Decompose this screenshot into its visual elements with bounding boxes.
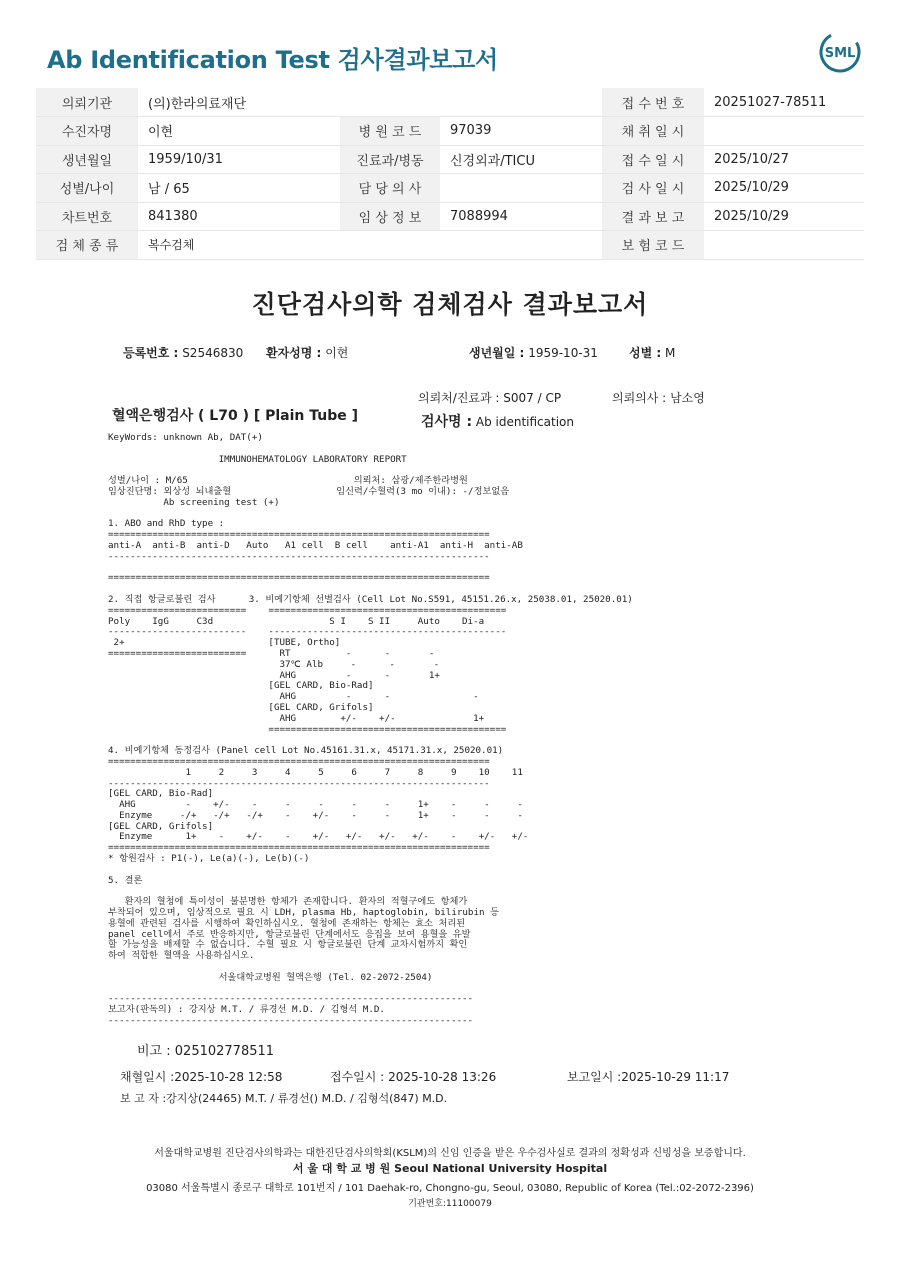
patient-birth: 생년월일 : 1959-10-31	[469, 346, 598, 360]
requesting-dept: 의뢰처/진료과 : S007 / CP	[418, 391, 562, 405]
collection-date-value	[704, 117, 864, 146]
info-row	[36, 145, 864, 174]
test-name: 검사명 : Ab identification	[421, 414, 574, 430]
chart-no-value: 841380	[138, 202, 340, 231]
report-time: 보고일시 :2025-10-29 11:17	[567, 1070, 730, 1084]
blood-bank-test: 혈액은행검사 ( L70 ) [ Plain Tube ]	[112, 408, 359, 424]
institution-label: 의뢰기관	[36, 88, 138, 117]
clinical-info-label: 임 상 정 보	[340, 202, 440, 231]
page-title: Ab Identification Test 검사결과보고서	[47, 46, 498, 74]
requesting-doctor: 의뢰의사 : 남소영	[612, 391, 705, 405]
recipient-label: 수진자명	[36, 117, 138, 146]
info-row	[36, 174, 864, 203]
sex-age-value: 남 / 65	[138, 174, 340, 203]
info-row	[36, 202, 864, 231]
receipt-no-value: 20251027-78511	[704, 88, 864, 117]
report-date-value: 2025/10/29	[704, 202, 864, 231]
patient-sex: 성별 : M	[629, 346, 676, 360]
patient-info-table	[36, 88, 864, 260]
test-date-label: 검 사 일 시	[602, 174, 704, 203]
institution-number: 기관번호:11100079	[408, 1199, 492, 1209]
info-row	[36, 231, 864, 260]
doctor-label: 담 당 의 사	[340, 174, 440, 203]
sex-age-label: 성별/나이	[36, 174, 138, 203]
specimen-value: 복수검체	[138, 231, 602, 260]
reporters: 보 고 자 :강지상(24465) M.T. / 류경선() M.D. / 김형석(847) M.D.	[120, 1092, 448, 1105]
info-row	[36, 117, 864, 146]
birth-value: 1959/10/31	[138, 145, 340, 174]
receipt-date-label: 접 수 일 시	[602, 145, 704, 174]
logo-text: SML	[824, 46, 856, 61]
sml-logo	[818, 30, 862, 74]
receipt-no-label: 접 수 번 호	[602, 88, 704, 117]
clinical-info-value: 7088994	[440, 202, 602, 231]
report-title: 진단검사의학 검체검사 결과보고서	[251, 290, 649, 319]
hospital-address: 03080 서울특별시 종로구 대학로 101번지 / 101 Daehak-ro, Chongno-gu, Seoul, 03080, Republic of Korea (Tel.:02-2072-2396)	[146, 1183, 754, 1194]
chart-no-label: 차트번호	[36, 202, 138, 231]
hospital-code-label: 병 원 코 드	[340, 117, 440, 146]
doctor-value	[440, 174, 602, 203]
collection-date-label: 채 취 일 시	[602, 117, 704, 146]
department-label: 진료과/병동	[340, 145, 440, 174]
institution-value: (의)한라의료재단	[138, 88, 602, 117]
remark: 비고 : 025102778511	[137, 1044, 275, 1059]
test-date-value: 2025/10/29	[704, 174, 864, 203]
hospital-name: 서 울 대 학 교 병 원 Seoul National University Hospital	[292, 1162, 608, 1175]
specimen-label: 검 체 종 류	[36, 231, 138, 260]
receipt-date-value: 2025/10/27	[704, 145, 864, 174]
info-row	[36, 88, 864, 117]
insurance-code-label: 보 험 코 드	[602, 231, 704, 260]
insurance-code-value	[704, 231, 864, 260]
recipient-value: 이현	[138, 117, 340, 146]
collection-time: 채혈일시 :2025-10-28 12:58	[120, 1070, 283, 1084]
report-date-label: 결 과 보 고	[602, 202, 704, 231]
department-value: 신경외과/TICU	[440, 145, 602, 174]
certification-note: 서울대학교병원 진단검사의학과는 대한진단검사의학회(KSLM)의 신임 인증을 받은 우수검사실로 결과의 정확성과 신빙성을 보증합니다.	[154, 1148, 746, 1159]
receipt-time: 접수일시 : 2025-10-28 13:26	[330, 1070, 497, 1084]
hospital-code-value: 97039	[440, 117, 602, 146]
patient-name: 환자성명 : 이현	[266, 346, 349, 360]
immunohematology-report-body: KeyWords: unknown Ab, DAT(+) IMMUNOHEMATOLOGY LABORATORY REPORT 성별/나이 : M/65 의뢰처: 삼광/제주한라병원 임상진단명: 외상성 뇌내출혈 임신력/수혈력(3 mo 이내): -/정보없음 Ab screening test (+) 1. ABO and RhD type : ===================================================================== anti-A anti-B anti-D Auto A1 cell B cell anti-A1 anti-H anti-AB --------------------------------------------------------------------- ===================================================================== 2. 직접 항글로불린 검사 3. 비예기항체 선별검사 (Cell Lot No.S591, 45151.26.x, 25038.01, 25020.01) ========================= =========================================== Poly IgG C3d S I S II Auto Di-a ------------------------- ------------------------------------------- 2+ [TUBE, Ortho] ========================= RT - - - 37℃ Alb - - - AHG - - 1+ [GEL CARD, Bio-Rad] AHG - - - [GEL CARD, Grifols] AHG +/- +/- 1+ =========================================== 4. 비예기항체 동정검사 (Panel cell Lot No.45161.31.x, 45171.31.x, 25020.01) ===================================================================== 1 2 3 4 5 6 7 8 9 10 11 --------------------------------------------------------------------- [GEL CARD, Bio-Rad] AHG - +/- - - - - - 1+ - - - Enzyme -/+ -/+ -/+ - +/- - - 1+ - - - [GEL CARD, Grifols] Enzyme 1+ - +/- - +/- +/- +/- +/- - +/- +/- ===================================================================== * 항원검사 : P1(-), Le(a)(-), Le(b)(-) 5. 결론 환자의 혈청에 특이성이 불분명한 항체가 존재합니다. 환자의 적혈구에도 항체가 부착되어 있으며, 임상적으로 필요 시 LDH, plasma Hb, haptoglobin, bilirubin 등 용혈에 관련된 검사를 시행하여 확인하십시오. 혈청에 존재하는 항체는 효소 처리된 panel cell에서 주로 반응하지만, 항글로불린 단계에서도 응집을 보여 용혈을 유발 할 가능성을 배제할 수 없습니다. 수혈 필요 시 항글로불린 단계 교차시험까지 확인 하여 적합한 혈액을 사용하십시오. 서울대학교병원 혈액은행 (Tel. 02-2072-2504) ------------------------------------------------------------------ 보고자(판독의) : 강지상 M.T. / 류경선 M.D. / 김형석 M.D. ------------------------------------------------------------------	[108, 432, 633, 1027]
reg-no: 등록번호 : S2546830	[123, 346, 244, 360]
birth-label: 생년월일	[36, 145, 138, 174]
